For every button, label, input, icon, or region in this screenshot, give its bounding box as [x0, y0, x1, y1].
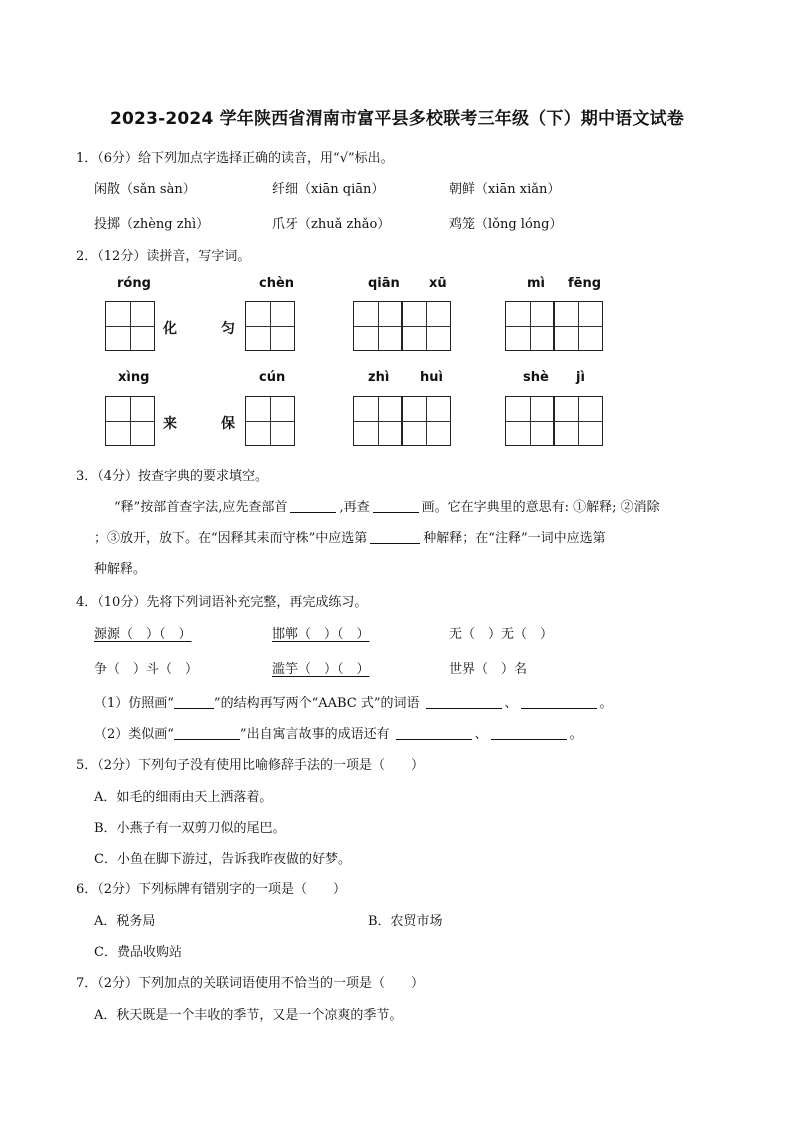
answer-blank[interactable]	[174, 696, 214, 709]
q3-line: 种解释。	[94, 562, 147, 577]
q7-stem: 7．（2分）下列加点的关联词语使用不恰当的一项是（ ）	[76, 976, 425, 991]
pinyin-label: cún	[259, 370, 286, 385]
pinyin-label: qiān	[368, 276, 400, 291]
answer-blank[interactable]	[370, 531, 420, 544]
q3-line	[94, 527, 606, 546]
q4-text: 。	[569, 727, 583, 742]
q1-item: 纤细（xiān qiān）	[272, 182, 385, 197]
given-character: 来	[163, 416, 177, 432]
option-a[interactable]: A．如毛的细雨由天上洒落着。	[94, 790, 273, 805]
pinyin-label: mì	[527, 276, 546, 291]
pinyin-label: huì	[420, 370, 443, 385]
idiom-item: 邯郸（ ）（ ）	[272, 627, 370, 642]
q4-stem: 4．（10分）先将下列词语补充完整，再完成练习。	[76, 595, 368, 610]
idiom-item: 源源（ ）（ ）	[94, 627, 192, 642]
pinyin-label: fēng	[568, 276, 602, 291]
writing-grid[interactable]	[245, 396, 293, 446]
writing-grid[interactable]	[505, 301, 602, 351]
writing-grid[interactable]	[353, 396, 450, 446]
q3-text: 种解释；在“注释”一词中应选第	[423, 531, 606, 546]
pinyin-label: shè	[523, 370, 549, 385]
q3-text: ,再查	[339, 500, 370, 515]
q4-text: （2）类似画“	[94, 727, 174, 742]
q4-sub-1	[94, 692, 613, 711]
q3-text: “释”按部首查字法,应先查部首	[114, 500, 288, 515]
q4-text: 、	[504, 696, 518, 711]
option-a[interactable]: A．秋天既是一个丰收的季节，又是一个凉爽的季节。	[94, 1008, 403, 1023]
q1-stem: 1．（6分）给下列加点字选择正确的读音，用“√”标出。	[76, 151, 394, 166]
pinyin-label: chèn	[259, 276, 295, 291]
pinyin-label: jì	[576, 370, 585, 385]
given-character: 保	[221, 416, 235, 432]
idiom-item: 世界（ ）名	[449, 662, 528, 677]
option-b[interactable]: B．小燕子有一双剪刀似的尾巴。	[94, 821, 286, 836]
q6-stem: 6．（2分）下列标牌有错别字的一项是（ ）	[76, 882, 347, 897]
option-a[interactable]: A．税务局	[94, 914, 156, 929]
q3-text: 画。它在字典里的意思有: ①解释; ②消除	[421, 500, 660, 515]
q4-text: 、	[474, 727, 488, 742]
idiom-item: 无（ ）无（ ）	[449, 627, 554, 642]
option-c[interactable]: C．费品收购站	[94, 945, 182, 960]
q4-text: （1）仿照画“	[94, 696, 174, 711]
q4-text: 。	[599, 696, 613, 711]
q4-sub-2	[94, 723, 583, 742]
q3-text: ；③放开，放下。在“因释其耒而守株”中应选第	[94, 531, 368, 546]
writing-grid[interactable]	[245, 301, 293, 351]
q2-stem: 2．（12分）读拼音，写字词。	[76, 249, 251, 264]
option-c[interactable]: C．小鱼在脚下游过，告诉我昨夜做的好梦。	[94, 852, 351, 867]
q1-item: 鸡笼（lǒng lóng）	[449, 217, 563, 232]
q1-item: 投掷（zhèng zhì）	[94, 217, 210, 232]
q1-item: 朝鲜（xiān xiǎn）	[449, 182, 561, 197]
idiom-item: 争（ ）斗（ ）	[94, 662, 199, 677]
q3-stem: 3．（4分）按查字典的要求填空。	[76, 469, 269, 484]
writing-grid[interactable]	[105, 396, 153, 446]
writing-grid[interactable]	[505, 396, 602, 446]
q3-line	[114, 496, 660, 515]
answer-blank[interactable]	[373, 500, 419, 513]
q1-item: 闲散（sǎn sàn）	[94, 182, 196, 197]
answer-blank[interactable]	[290, 500, 336, 513]
pinyin-label: xū	[429, 276, 447, 291]
answer-blank[interactable]	[396, 727, 472, 740]
writing-grid[interactable]	[105, 301, 153, 351]
q1-item: 爪牙（zhuǎ zhǎo）	[272, 217, 391, 232]
answer-blank[interactable]	[521, 696, 597, 709]
writing-grid[interactable]	[353, 301, 450, 351]
given-character: 化	[163, 321, 177, 337]
page-title: 2023-2024 学年陕西省渭南市富平县多校联考三年级（下）期中语文试卷	[109, 109, 684, 129]
answer-blank[interactable]	[426, 696, 502, 709]
q4-text: ”出自寓言故事的成语还有	[239, 727, 390, 742]
answer-blank[interactable]	[491, 727, 567, 740]
q4-text: ”的结构再写两个“AABC 式”的词语	[213, 696, 420, 711]
q5-stem: 5．（2分）下列句子没有使用比喻修辞手法的一项是（ ）	[76, 758, 425, 773]
option-b[interactable]: B．农贸市场	[368, 914, 443, 929]
pinyin-label: zhì	[368, 370, 390, 385]
pinyin-label: róng	[117, 276, 151, 291]
given-character: 匀	[221, 321, 235, 337]
idiom-item: 滥竽（ ）（ ）	[272, 662, 370, 677]
answer-blank[interactable]	[174, 727, 240, 740]
pinyin-label: xìng	[118, 370, 150, 385]
